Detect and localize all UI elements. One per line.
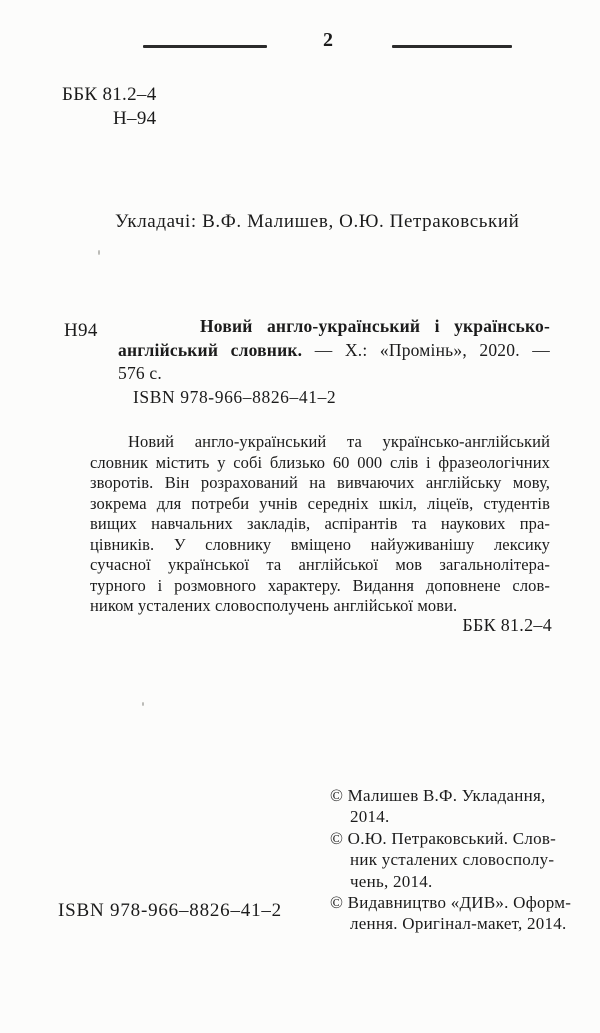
card-title-line-2 [118, 339, 550, 363]
isbn-footer: ISBN 978-966–8826–41–2 [58, 900, 282, 921]
catalog-card-label: Н94 [64, 320, 98, 341]
copyright-entry-line: © Видавництво «ДИВ». Оформ- [330, 893, 572, 913]
copyright-entry-line: лення. Оригінал-макет, 2014. [350, 914, 567, 934]
page-number: 2 [323, 29, 333, 51]
card-title-line-1: Новий англо-український і українсько- [200, 316, 550, 336]
copyright-entry-line: 2014. [350, 807, 390, 827]
annotation-line: Новий англо-український та українсько-англійський [128, 432, 550, 451]
card-pages-line: 576 с. [118, 363, 162, 383]
annotation-line: зокрема для потреби учнів середніх шкіл, ліцеїв, студентів [90, 493, 550, 513]
annotation-line: турного і розмовного характеру. Видання доповнене слов- [90, 575, 550, 595]
annotation-line: ником усталених словосполучень англійської мови. [90, 596, 458, 615]
scan-speck [98, 250, 100, 255]
annotation-line: зворотів. Він розрахований на вивчаючих англійську мову, [90, 473, 550, 492]
copyright-entry-line: © О.Ю. Петраковський. Слов- [330, 828, 557, 848]
bbk-code: ББК 81.2–4 [62, 84, 157, 105]
card-isbn: ISBN 978-966–8826–41–2 [133, 386, 337, 407]
header-rule-left [143, 45, 267, 48]
card-title-line-2-bold: англійський словник. [118, 339, 303, 360]
header-rule-right [392, 45, 512, 48]
annotation-line: цівників. У словнику вміщено найуживанішу лексику [90, 534, 550, 554]
annotation-line: словник містить у собі близько 60 000 слів і фразеологічних [90, 452, 550, 472]
annotation-line: вищих навчальних закладів, аспірантів та наукових пра- [90, 514, 550, 533]
bbk-code-right: ББК 81.2–4 [462, 615, 552, 635]
bbk-classification-block [62, 83, 157, 131]
annotation-paragraph [90, 432, 550, 617]
copyright-entry-line: ник усталених словосполу- [350, 850, 555, 870]
scan-speck [142, 702, 144, 706]
card-title-line-2-rest: — Х.: «Промінь», 2020. — [302, 339, 550, 360]
copyright-entry-line: © Малишев В.Ф. Укладання, [330, 786, 546, 805]
compilers-line: Укладачі: В.Ф. Малишев, О.Ю. Петраковський [115, 211, 520, 232]
copyright-block [330, 785, 592, 935]
annotation-line: сучасної української та англійської мов загальнолітера- [90, 555, 550, 574]
catalog-card [118, 315, 550, 409]
copyright-entry-line: чень, 2014. [350, 871, 433, 891]
bbk-author-sign: Н–94 [113, 108, 157, 129]
